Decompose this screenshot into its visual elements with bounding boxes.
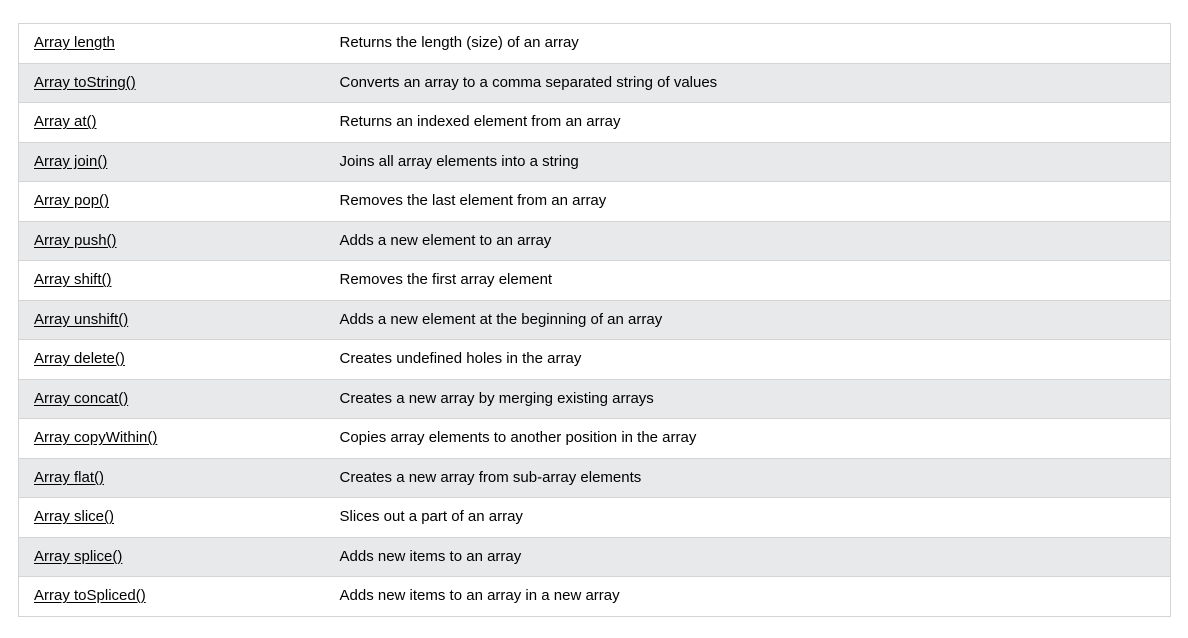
method-name-cell	[19, 537, 325, 577]
table-row	[19, 419, 1171, 459]
method-name-cell	[19, 458, 325, 498]
table-row	[19, 103, 1171, 143]
method-name-cell	[19, 261, 325, 301]
method-link[interactable]: Array at()	[34, 113, 97, 131]
method-description-cell: Removes the last element from an array	[325, 182, 1171, 222]
method-name-cell	[19, 221, 325, 261]
method-description-cell: Creates a new array by merging existing arrays	[325, 379, 1171, 419]
method-name-cell	[19, 340, 325, 380]
table-row	[19, 182, 1171, 222]
method-link[interactable]: Array toString()	[34, 73, 136, 91]
table-row	[19, 142, 1171, 182]
array-methods-table	[18, 23, 1171, 617]
method-description-cell: Adds new items to an array	[325, 537, 1171, 577]
method-name-cell	[19, 182, 325, 222]
method-description-cell: Creates a new array from sub-array elements	[325, 458, 1171, 498]
table-row	[19, 379, 1171, 419]
table-row	[19, 63, 1171, 103]
method-description-cell: Converts an array to a comma separated string of values	[325, 63, 1171, 103]
method-description-cell: Joins all array elements into a string	[325, 142, 1171, 182]
method-name-cell	[19, 577, 325, 617]
method-link[interactable]: Array flat()	[34, 468, 105, 486]
method-link[interactable]: Array concat()	[34, 389, 129, 407]
method-link[interactable]: Array unshift()	[34, 310, 129, 328]
method-description-cell: Copies array elements to another position in the array	[325, 419, 1171, 459]
method-link[interactable]: Array copyWithin()	[34, 429, 158, 447]
method-link[interactable]: Array splice()	[34, 547, 123, 565]
table-row	[19, 458, 1171, 498]
method-description-cell: Adds a new element to an array	[325, 221, 1171, 261]
method-name-cell	[19, 24, 325, 64]
method-name-cell	[19, 103, 325, 143]
array-methods-table-body	[19, 24, 1171, 617]
method-link[interactable]: Array push()	[34, 231, 117, 249]
method-description-cell: Removes the first array element	[325, 261, 1171, 301]
method-link[interactable]: Array join()	[34, 152, 108, 170]
method-link[interactable]: Array shift()	[34, 271, 112, 289]
method-link[interactable]: Array pop()	[34, 192, 110, 210]
method-description-cell: Adds new items to an array in a new array	[325, 577, 1171, 617]
method-link[interactable]: Array slice()	[34, 508, 115, 526]
method-link[interactable]: Array toSpliced()	[34, 587, 146, 605]
table-row	[19, 24, 1171, 64]
method-description-cell: Adds a new element at the beginning of an array	[325, 300, 1171, 340]
method-link[interactable]: Array delete()	[34, 350, 125, 368]
method-name-cell	[19, 300, 325, 340]
table-row	[19, 498, 1171, 538]
method-description-cell: Creates undefined holes in the array	[325, 340, 1171, 380]
method-name-cell	[19, 419, 325, 459]
table-row	[19, 261, 1171, 301]
array-methods-table-container	[18, 23, 1170, 617]
table-row	[19, 537, 1171, 577]
table-row	[19, 340, 1171, 380]
method-name-cell	[19, 498, 325, 538]
method-name-cell	[19, 379, 325, 419]
method-name-cell	[19, 142, 325, 182]
method-link[interactable]: Array length	[34, 34, 115, 52]
table-row	[19, 577, 1171, 617]
table-row	[19, 221, 1171, 261]
method-description-cell: Returns an indexed element from an array	[325, 103, 1171, 143]
table-row	[19, 300, 1171, 340]
method-name-cell	[19, 63, 325, 103]
method-description-cell: Returns the length (size) of an array	[325, 24, 1171, 64]
method-description-cell: Slices out a part of an array	[325, 498, 1171, 538]
